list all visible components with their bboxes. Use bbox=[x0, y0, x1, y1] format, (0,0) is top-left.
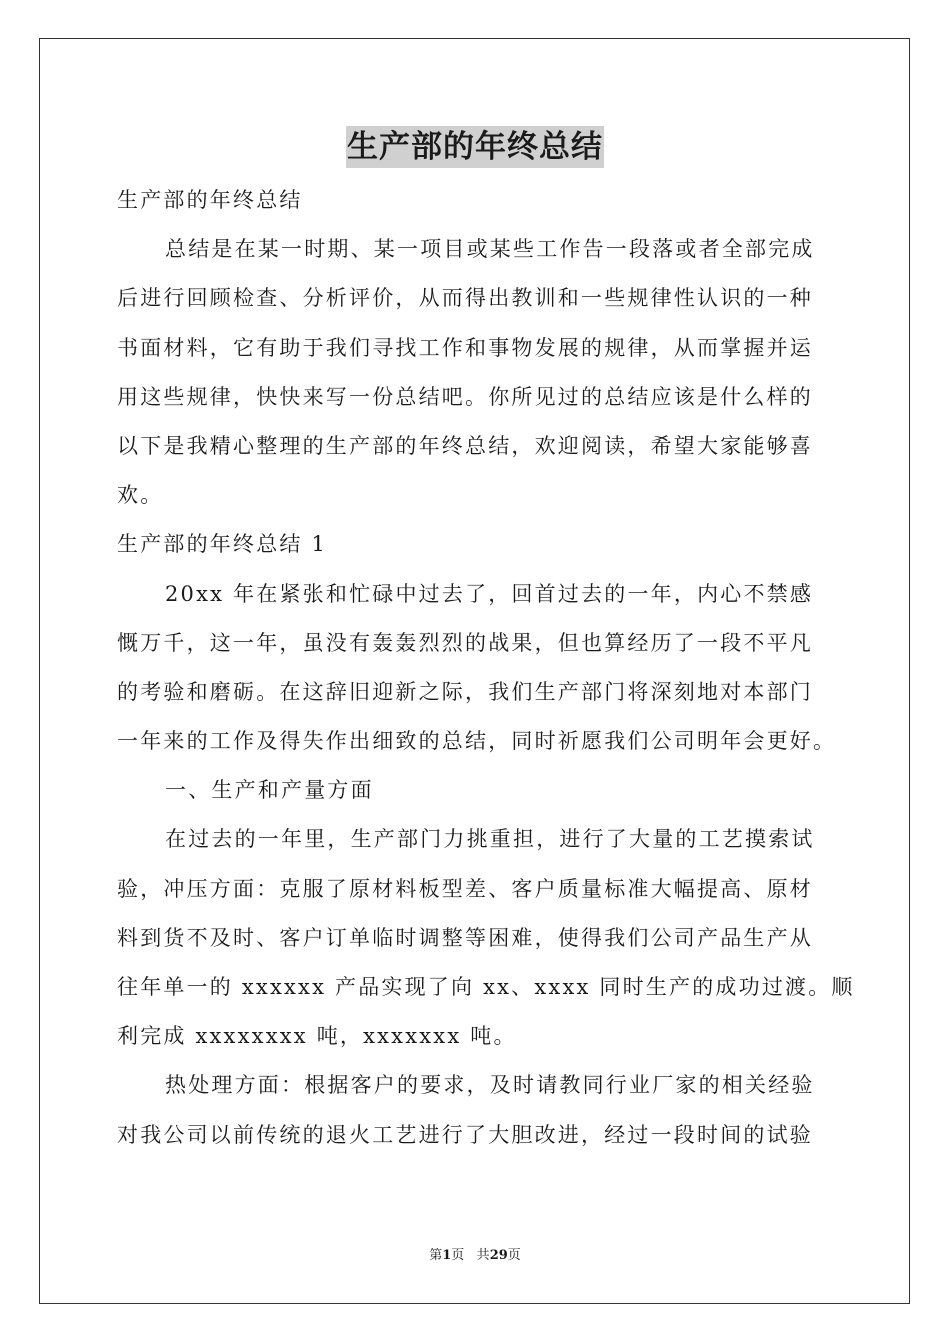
body-line: 生产部的年终总结 bbox=[117, 188, 303, 212]
footer-current-page: 1 bbox=[442, 1248, 452, 1263]
body-line: 在过去的一年里，生产部门力挑重担，进行了大量的工艺摸索试 bbox=[165, 827, 815, 852]
body-line: 往年单一的 xxxxxx 产品实现了向 xx、xxxx 同时生产的成功过渡。顺 bbox=[117, 975, 855, 999]
body-line: 用这些规律，快快来写一份总结吧。你所见过的总结应该是什么样的 bbox=[117, 384, 813, 409]
body-line: 书面材料，它有助于我们寻找工作和事物发展的规律，从而掌握并运 bbox=[117, 335, 813, 360]
footer-total-pages: 29 bbox=[489, 1248, 508, 1263]
body-line: 热处理方面：根据客户的要求，及时请教同行业厂家的相关经验 bbox=[165, 1073, 815, 1098]
section-heading-1: 生产部的年终总结 1 bbox=[117, 532, 328, 557]
body-line: 以下是我精心整理的生产部的年终总结，欢迎阅读，希望大家能够喜 bbox=[117, 433, 813, 458]
page-footer bbox=[0, 1247, 950, 1265]
body-line: 总结是在某一时期、某一项目或某些工作告一段落或者全部完成 bbox=[165, 237, 815, 262]
document-body bbox=[117, 176, 855, 1160]
document-title-text: 生产部的年终总结 bbox=[346, 126, 604, 168]
body-line: 一年来的工作及得失作出细致的总结，同时祈愿我们公司明年会更好。 bbox=[117, 729, 837, 754]
body-line: 欢。 bbox=[117, 483, 164, 508]
body-line: 料到货不及时、客户订单临时调整等困难，使得我们公司产品生产从 bbox=[117, 925, 813, 950]
body-line: 慨万千，这一年，虽没有轰轰烈烈的战果，但也算经历了一段不平凡 bbox=[117, 630, 813, 655]
body-line: 利完成 xxxxxxxx 吨，xxxxxxx 吨。 bbox=[117, 1024, 517, 1049]
footer-total-unit: 页 bbox=[507, 1248, 521, 1263]
body-line: 20xx 年在紧张和忙碌中过去了，回首过去的一年，内心不禁感 bbox=[165, 581, 814, 606]
subsection-heading: 一、生产和产量方面 bbox=[165, 778, 374, 803]
footer-total-prefix: 共 bbox=[476, 1248, 490, 1263]
body-line: 的考验和磨砺。在这辞旧迎新之际，我们生产部门将深刻地对本部门 bbox=[117, 679, 813, 704]
body-line: 对我公司以前传统的退火工艺进行了大胆改进，经过一段时间的试验 bbox=[117, 1122, 813, 1147]
footer-prefix: 第 bbox=[429, 1248, 443, 1263]
footer-page-unit: 页 bbox=[451, 1248, 465, 1263]
document-title bbox=[0, 126, 950, 168]
body-line: 后进行回顾检查、分析评价，从而得出教训和一些规律性认识的一种 bbox=[117, 286, 813, 311]
body-line: 验，冲压方面：克服了原材料板型差、客户质量标准大幅提高、原材 bbox=[117, 876, 813, 901]
